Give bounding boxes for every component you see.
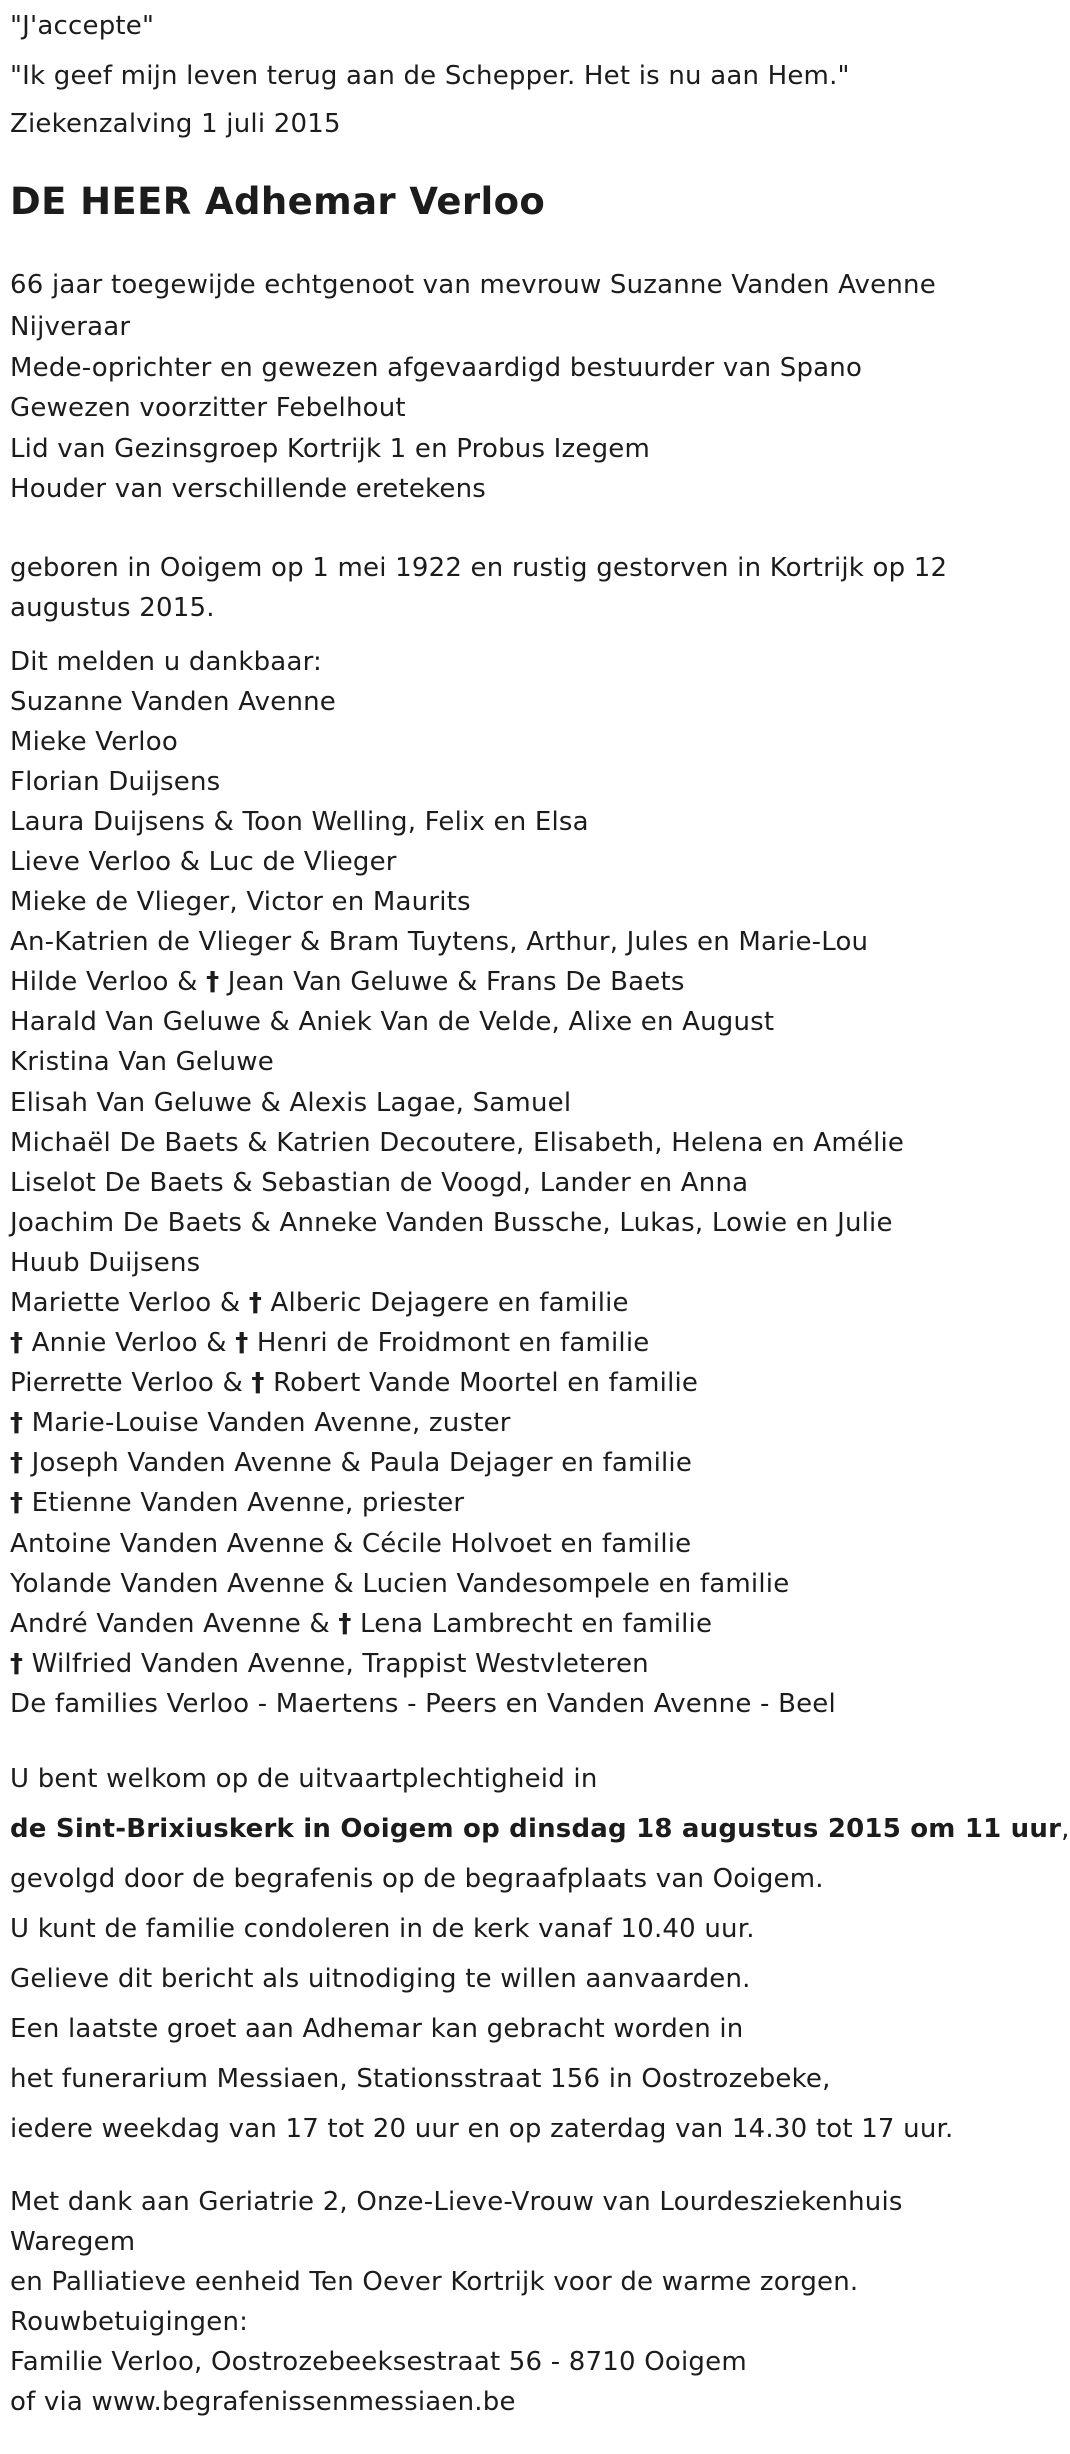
family-member-text: Alberic Dejagere en familie [262, 1288, 629, 1318]
family-member-line [10, 842, 1000, 882]
family-member-text: Pierrette Verloo & [10, 1368, 252, 1399]
condolences-label: Rouwbetuigingen: [10, 2307, 249, 2338]
title-item: Mede-oprichter en gewezen afgevaardigd bestuurder van Spano [10, 352, 863, 383]
closing-info [10, 2182, 1000, 2422]
family-member-text: De families Verloo - Maertens - Peers en Vanden Avenne - Beel [10, 1688, 836, 1719]
family-member-line [10, 1604, 1000, 1644]
cross-icon: † [206, 967, 220, 998]
family-member-text: Annie Verloo & [23, 1328, 236, 1359]
family-member-text: Florian Duijsens [10, 766, 221, 797]
family-member-line [10, 1524, 1000, 1564]
cross-icon: † [338, 1608, 352, 1639]
family-member-line [10, 1443, 1000, 1483]
family-member-line [10, 1123, 1000, 1163]
ceremony-info [10, 1754, 1070, 2154]
cross-icon: † [10, 1648, 24, 1679]
family-member-text: Lieve Verloo & Luc de Vlieger [10, 846, 397, 877]
birth-death-line: geboren in Ooigem op 1 mei 1922 en rustig gestorven in Kortrijk op 12 augustus 2015. [10, 552, 948, 623]
family-member-text: Hilde Verloo & [10, 967, 207, 998]
family-announcement [10, 642, 1000, 1725]
title-item: Lid van Gezinsgroep Kortrijk 1 en Probus Izegem [10, 433, 651, 464]
family-member-line [10, 1163, 1000, 1203]
family-member-text: André Vanden Avenne & [10, 1608, 339, 1639]
family-member-line [10, 1483, 1000, 1523]
family-member-line [10, 1564, 1000, 1604]
family-member-text: Mariette Verloo & [10, 1288, 249, 1318]
family-member-line [10, 882, 1000, 922]
last-greeting-line: Een laatste groet aan Adhemar kan gebracht worden in [10, 2014, 744, 2045]
family-member-line [10, 1243, 1000, 1283]
invitation-line: Gelieve dit bericht als uitnodiging te willen aanvaarden. [10, 1964, 751, 1995]
family-address: Familie Verloo, Oostrozebeeksestraat 56 - 8710 Ooigem [10, 2347, 747, 2378]
family-member-text: Etienne Vanden Avenne, priester [23, 1488, 465, 1519]
family-member-text: Mieke Verloo [10, 726, 178, 757]
cross-icon: † [10, 1448, 24, 1479]
location-line [10, 1804, 1070, 1854]
funeral-home-line: het funerarium Messiaen, Stationsstraat 156 in Oostrozebeke, [10, 2064, 831, 2095]
cross-icon: † [248, 1288, 263, 1318]
family-member-text: Wilfried Vanden Avenne, Trappist Westvleteren [23, 1648, 649, 1679]
family-member-line [10, 962, 1000, 1002]
family-member-line [10, 1644, 1000, 1684]
family-member-text: An-Katrien de Vlieger & Bram Tuytens, Arthur, Jules en Marie-Lou [10, 927, 869, 958]
condolence-line: U kunt de familie condoleren in de kerk vanaf 10.40 uur. [10, 1914, 755, 1945]
family-member-line [10, 1283, 1000, 1323]
family-member-line [10, 1684, 1000, 1724]
family-member-line [10, 1042, 1000, 1082]
location-comma: , [1061, 1814, 1070, 1845]
family-member-text: Laura Duijsens & Toon Welling, Felix en Elsa [10, 806, 589, 837]
family-member-text: Huub Duijsens [10, 1247, 201, 1278]
family-member-line [10, 802, 1000, 842]
family-member-text: Suzanne Vanden Avenne [10, 686, 337, 717]
family-member-text: Kristina Van Geluwe [10, 1047, 274, 1078]
family-member-line [10, 1323, 1000, 1363]
family-member-text: Joseph Vanden Avenne & Paula Dejager en familie [23, 1448, 693, 1479]
family-member-line [10, 762, 1000, 802]
family-member-text: Marie-Louise Vanden Avenne, zuster [23, 1408, 511, 1439]
family-member-text: Elisah Van Geluwe & Alexis Lagae, Samuel [10, 1087, 572, 1118]
family-member-line [10, 1002, 1000, 1042]
family-member-line [10, 1363, 1000, 1403]
family-member-text: Yolande Vanden Avenne & Lucien Vandesompele en familie [10, 1568, 790, 1599]
cross-icon: † [10, 1488, 24, 1519]
announce-intro: Dit melden u dankbaar: [10, 646, 322, 677]
family-member-text: Joachim De Baets & Anneke Vanden Bussche, Lukas, Lowie en Julie [10, 1207, 893, 1238]
family-member-line [10, 1403, 1000, 1443]
welcome-line: U bent welkom op de uitvaartplechtigheid in [10, 1764, 598, 1795]
anointing-date: Ziekenzalving 1 juli 2015 [10, 109, 341, 139]
cross-icon: † [10, 1408, 24, 1439]
thanks-line-1: Met dank aan Geriatrie 2, Onze-Lieve-Vrouw van Lourdesziekenhuis Waregem [10, 2187, 903, 2258]
spouse-line: 66 jaar toegewijde echtgenoot van mevrouw Suzanne Vanden Avenne [10, 270, 936, 300]
cross-icon: † [10, 1328, 24, 1359]
title-item: Gewezen voorzitter Febelhout [10, 393, 406, 423]
deceased-name: DE HEER Adhemar Verloo [10, 180, 546, 223]
title-item: Nijveraar [10, 312, 131, 342]
visiting-hours-line: iedere weekdag van 17 tot 20 uur en op zaterdag van 14.30 tot 17 uur. [10, 2114, 954, 2145]
thanks-line-2: en Palliatieve eenheid Ten Oever Kortrijk voor de warme zorgen. [10, 2267, 859, 2298]
family-member-line [10, 922, 1000, 962]
family-member-text: Henri de Froidmont en familie [248, 1328, 650, 1359]
cross-icon: † [235, 1328, 249, 1359]
family-list [10, 682, 1000, 1724]
family-member-text: Liselot De Baets & Sebastian de Voogd, Lander en Anna [10, 1167, 749, 1198]
quote-life: "Ik geef mijn leven terug aan de Schepper. Het is nu aan Hem." [10, 61, 850, 91]
family-member-text: Antoine Vanden Avenne & Cécile Holvoet en familie [10, 1528, 692, 1559]
website-line: of via www.begrafenissenmessiaen.be [10, 2387, 516, 2418]
header-quotes [10, 0, 1000, 144]
family-member-text: Harald Van Geluwe & Aniek Van de Velde, Alixe en August [10, 1007, 775, 1038]
family-member-line [10, 722, 1000, 762]
family-member-text: Mieke de Vlieger, Victor en Maurits [10, 887, 471, 918]
quote-accept: "J'accepte" [10, 11, 155, 41]
church-location: de Sint-Brixiuskerk in Ooigem op dinsdag 18 augustus 2015 om 11 uur [10, 1814, 1062, 1845]
cross-icon: † [251, 1368, 265, 1399]
family-member-text: Michaël De Baets & Katrien Decoutere, Elisabeth, Helena en Amélie [10, 1127, 905, 1158]
family-member-text: Lena Lambrecht en familie [351, 1608, 713, 1639]
titles-list [10, 307, 1000, 510]
title-item: Houder van verschillende eretekens [10, 474, 487, 504]
family-member-line [10, 1083, 1000, 1123]
family-member-line [10, 1203, 1000, 1243]
family-member-text: Jean Van Geluwe & Frans De Baets [219, 967, 685, 998]
family-member-text: Robert Vande Moortel en familie [264, 1368, 699, 1399]
burial-line: gevolgd door de begrafenis op de begraafplaats van Ooigem. [10, 1864, 824, 1895]
family-member-line [10, 682, 1000, 722]
